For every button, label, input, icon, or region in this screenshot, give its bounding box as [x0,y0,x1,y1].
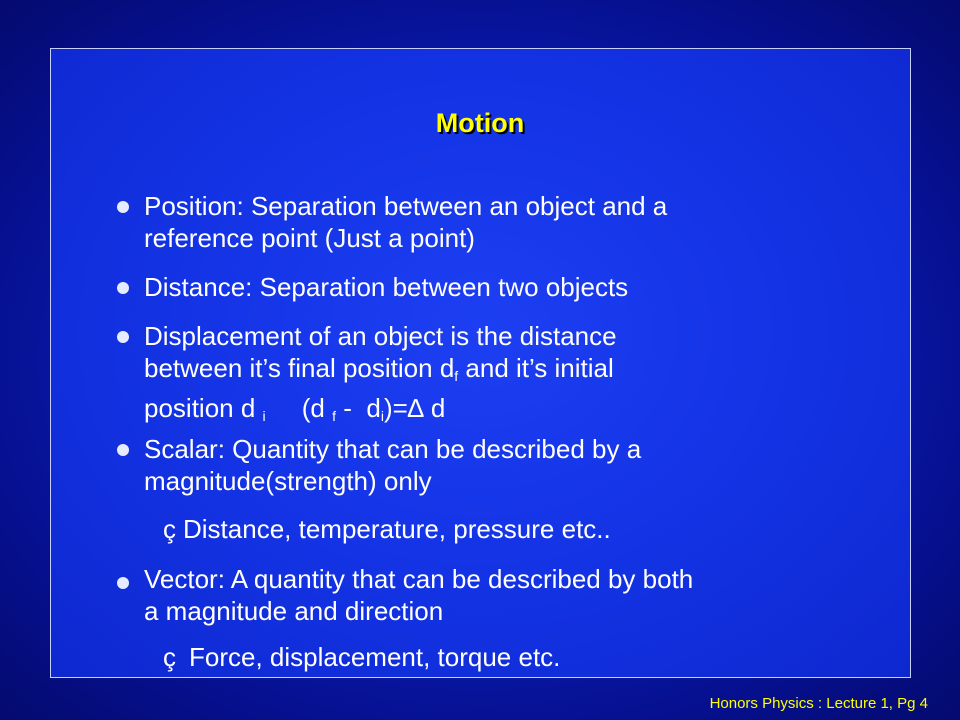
bullet-line: Displacement of an object is the distance [144,321,617,351]
arrow-icon: ç [163,642,176,672]
bullet-line: Vector: A quantity that can be described by both [144,564,694,594]
bullet-icon [117,201,129,213]
arrow-icon: ç [163,514,176,544]
slide-title: Motion [435,108,525,138]
bullet-line: between it’s final position $d_f$ and it’s initial [144,353,614,384]
bullet-text-scalar [144,433,824,497]
bullet-line: Scalar: Quantity that can be described by a [144,434,642,464]
bullet-icon [117,282,129,294]
footer-text: Honors Physics : Lecture 1, Pg 4 [709,695,928,712]
bullet-line: Distance: Separation between two objects [144,272,629,302]
subitem-scalar-examples [163,513,843,545]
bullet-text-position [144,190,824,254]
bullet-line: Position: Separation between an object and a [144,191,668,221]
bullet-text-distance [144,271,824,303]
bullet-line: a magnitude and direction [144,596,444,626]
bullet-text-vector [144,563,824,627]
bullet-icon [117,331,129,343]
bullet-icon [117,577,129,589]
subitem-text: Distance, temperature, pressure etc.. [183,514,611,544]
subitem-text: Force, displacement, torque etc. [189,642,561,672]
bullet-icon [117,444,129,456]
subitem-vector-examples [163,641,843,673]
bullet-line: magnitude(strength) only [144,466,432,496]
bullet-text-displacement [144,320,824,432]
bullet-line: position d $_i$ (d $_f - d_i)=\Delta$ d [144,393,446,424]
bullet-line: reference point (Just a point) [144,223,475,253]
